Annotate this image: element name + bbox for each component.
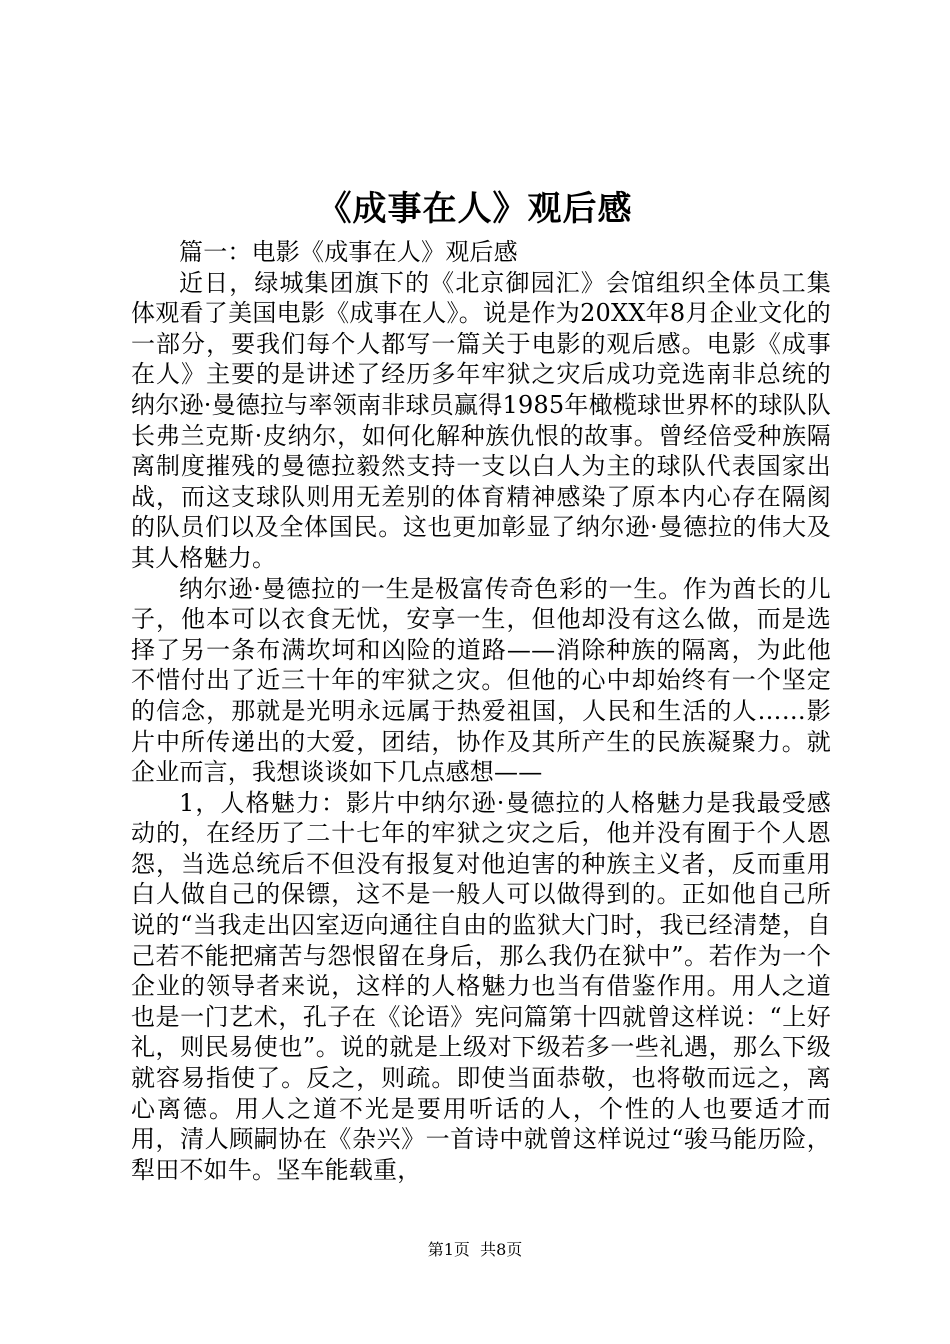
paragraph-subtitle: 篇一：电影《成事在人》观后感 bbox=[179, 238, 518, 266]
paragraph: 1，人格魅力：影片中纳尔逊·曼德拉的人格魅力是我最受感动的，在经历了二十七年的牢狱之灾之后，他并没有囿于个人恩怨，当选总统后不但没有报复对他迫害的种族主义者，反而重用白人做自己的保镖，这不是一般人可以做得到的。正如他自己所说的“当我走出囚室迈向通往自由的监狱大门时，我已经清楚，自己若不能把痛苦与怨恨留在身后，那么我仍在狱中”。若作为一个企业的领导者来说，这样的人格魅力也当有借鉴作用。用人之道也是一门艺术，孔子在《论语》宪问篇第十四就曾这样说：“上好礼，则民易使也”。说的就是上级对下级若多一些礼遇，那么下级就容易指使了。反之，则疏。即使当面恭敬，也将敬而远之，离心离德。用人之道不光是要用听话的人，个性的人也要适才而用，清人顾嗣协在《杂兴》一首诗中就曾这样说过“骏马能历险，犁田不如牛。坚车能载重， bbox=[131, 788, 831, 1184]
page-number-label: 第1页 共8页 bbox=[427, 1240, 523, 1259]
paragraph: 近日，绿城集团旗下的《北京御园汇》会馆组织全体员工集体观看了美国电影《成事在人》。说是作为20XX年8月企业文化的一部分，要我们每个人都写一篇关于电影的观后感。电影《成事在人》主要的是讲述了经历多年牢狱之灾后成功竞选南非总统的纳尔逊·曼德拉与率领南非球员赢得1985年橄榄球世界杯的球队队长弗兰克斯·皮纳尔，如何化解种族仇恨的故事。曾经倍受种族隔离制度摧残的曼德拉毅然支持一支以白人为主的球队代表国家出战，而这支球队则用无差别的体育精神感染了原本内心存在隔阂的队员们以及全体国民。这也更加彰显了纳尔逊·曼德拉的伟大及其人格魅力。 bbox=[131, 268, 831, 572]
document-title: 《成事在人》观后感 bbox=[317, 189, 633, 229]
paragraph: 纳尔逊·曼德拉的一生是极富传奇色彩的一生。作为酋长的儿子，他本可以衣食无忧，安享一生，但他却没有这么做，而是选择了另一条布满坎坷和凶险的道路——消除种族的隔离，为此他不惜付出了近三十年的牢狱之灾。但他的心中却始终有一个坚定的信念，那就是光明永远属于热爱祖国，人民和生活的人……影片中所传递出的大爱，团结，协作及其所产生的民族凝聚力。就企业而言，我想谈谈如下几点感想—— bbox=[131, 574, 831, 787]
document-body bbox=[131, 237, 831, 1185]
page-footer bbox=[0, 1240, 950, 1260]
